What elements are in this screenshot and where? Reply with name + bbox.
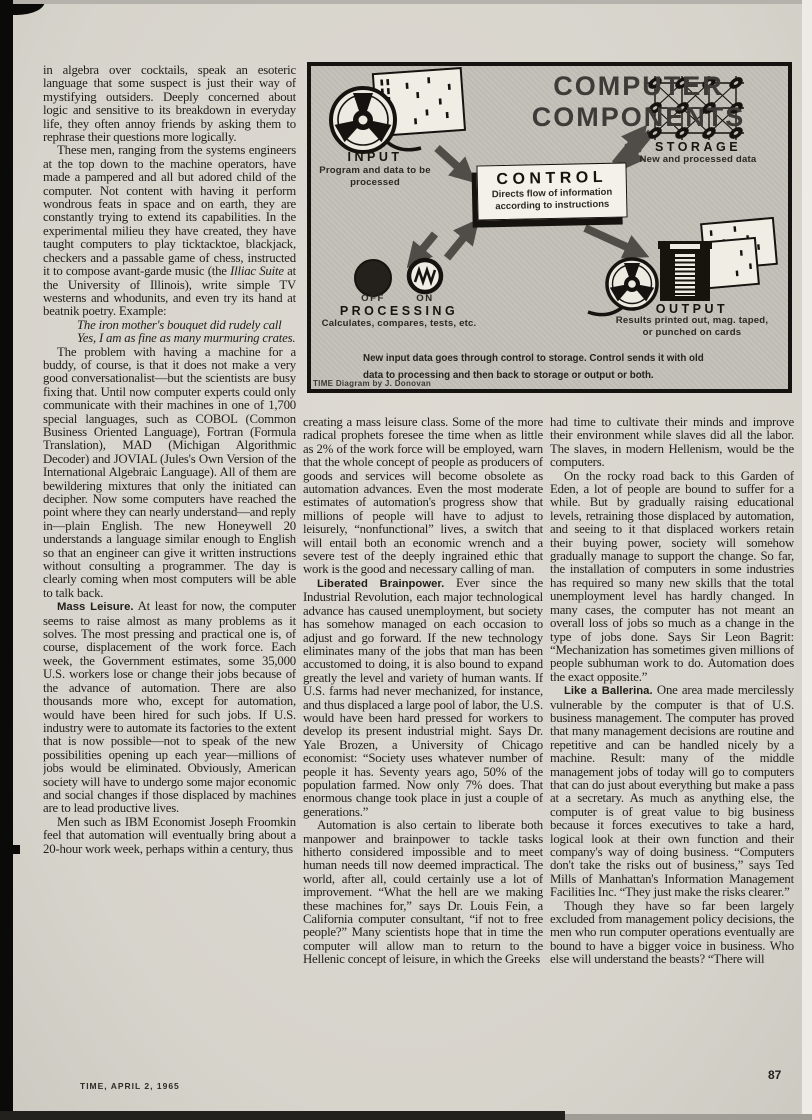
run-in-subhead: Like a Ballerina. xyxy=(564,685,653,698)
paragraph: Liberated Brainpower. Ever since the Industrial Revolution, each major technological advance has caused unemployment, but society has somehow managed on each occasion to adjust and go forward. If the new technology eliminates many of the jobs that man has been accustomed to doing, it is also bound to expand greatly the level and variety of human wants. If U.S. farms had never mechanized, for instance, and thus displaced a large pool of labor, the U.S. would have been hard pressed for workers to develop its present industrial might. Says Dr. Yale Brozen, a University of Chicago economist: “Society uses whatever number of people it has. Seventy years ago, 50% of the population farmed. Now only 7% does. That enormous change took place in just a couple of generations.” xyxy=(303,575,543,819)
storage-label: STORAGE xyxy=(654,140,742,154)
paragraph: The problem with having a machine for a buddy, of course, is that it does not make a very good conversationalist—but the scientists are busy fixing that. Until now computer experts could only communicate with their machines in one of 1,700 special languages, such as COBOL (Common Business Oriented Language), Fortran (Formula Translation), MAD (Michigan Algorithmic Decoder) and JOVIAL (Jules's Own Version of the International Algebraic Language). All of them are bewildering mixtures that only the initiated can decipher. Now some computers have reached the point where they can nearly understand—and reply in—plain English. The new Honeywell 20 understands a language similar enough to English so that an engineer can give it written instructions without consulting a programmer. The day is clearly coming when most computers will be able to talk back. xyxy=(43,344,296,600)
page-edge-bottom-right xyxy=(565,1114,812,1120)
paragraph: Though they have so far been largely excluded from management policy decisions, the men who run computer operations eventually are bound to have a bigger voice in business. Who else will understand the beasts? “There will xyxy=(550,898,794,967)
page-edge-right xyxy=(802,0,812,1120)
input-label: INPUT xyxy=(347,150,403,164)
page-number: 87 xyxy=(768,1068,782,1082)
control-box xyxy=(476,162,627,220)
page-edge-top xyxy=(13,0,812,4)
output-printer-icon xyxy=(658,241,712,301)
italic-title: Illiac Suite xyxy=(230,264,284,279)
computer-poem xyxy=(43,319,296,346)
paragraph: Automation is also certain to liberate both manpower and brainpower to tackle tasks hitherto considered impossible and to meet human needs till now deemed impractical. The world, after all, could certainly use a lot of improvement. “What the hell are we making these machines for,” says Dr. Louis Fein, a California computer consultant, “if not to free people?” Many scientists hope that in time the computer will allow man to return to the Hellenic concept of leisure, in which the Greeks xyxy=(303,818,543,967)
poem-line: Yes, I am as fine as many murmuring crates. xyxy=(77,331,296,346)
run-in-subhead: Liberated Brainpower. xyxy=(317,577,445,590)
paragraph: in algebra over cocktails, speak an esoteric language that some suspect is just their way of mystifying outsiders. Deeply concerned about logic and sensitive to its breakdown in everyday life, they often annoy friends by asking them to rephrase their questions more logically. xyxy=(43,64,296,145)
output-caption: Results printed out, mag. taped, or punched on cards xyxy=(615,315,769,338)
arrow-control-to-processing xyxy=(421,234,435,251)
magazine-footer: TIME, APRIL 2, 1965 xyxy=(80,1081,180,1091)
control-caption: according to instructions xyxy=(495,198,610,213)
article-column-1 xyxy=(43,64,296,1070)
diagram-title: COMPUTER COMPONENTS xyxy=(531,71,746,132)
off-label: OFF xyxy=(361,293,385,304)
paragraph: On the rocky road back to this Garden of Eden, a lot of people are bound to suffer for a while. But by gradually raising educational levels, retraining those displaced by automation, and seeing to it that displaced workers retain their buying power, society will somehow gradually manage to support the change. So far, the installation of computers in some industries has required so many new skills that the total unemployment level has hardly changed. In many cases, the computer has not meant an overall loss of jobs so much as a change in the type of jobs done. Says Sir Leon Bagrit: “Mechanization has sometimes given millions of people subhuman work to do. Automation does the exact opposite.” xyxy=(550,468,794,684)
article-column-3 xyxy=(550,416,794,1088)
on-switch-icon xyxy=(409,260,441,292)
processing-caption: Calculates, compares, tests, etc. xyxy=(321,318,477,329)
off-switch-icon xyxy=(355,260,391,296)
paragraph: Mass Leisure. At least for now, the computer seems to raise almost as many problems as it solves. The most pressing and practical one is, of course, displacement of the work force. Each week, the Government estimates, some 35,000 U.S. workers lose or change their jobs because of the advance of automation. There are also thousands more who, except for automation, would have been hired for such jobs. If U.S. industry were to automate its factories to the extent that is now possible—not to speak of the new possibilities opening up each year—millions of jobs would be eliminated. Obviously, American society will have to undergo some major economic and social changes if those displaced by machines are to lead productive lives. xyxy=(43,599,296,816)
processing-label: PROCESSING xyxy=(339,304,459,318)
arrow-control-to-output xyxy=(585,228,629,248)
paragraph: These men, ranging from the systems engineers at the top down to the machine operators, have made a pampered and all but adored child of the computer. Not content with having it perform wondrous feats in space and on earth, they are constantly trying to extend its capabilities. In the experimental milieu they have created, they have taught computers to play ticktacktoe, blackjack, checkers and a passable game of chess, instructed it to compose avant-garde music (the Illiac Suite at the University of Illinois), write simple TV westerns and whodunits, and even try its hand at beatnik poetry. Example: xyxy=(43,143,296,319)
on-label: ON xyxy=(416,293,434,304)
paragraph: had time to cultivate their minds and improve their environment while slaves did all the labor. The slaves, in modern Hellenism, would be the computers. xyxy=(550,416,794,470)
diagram-credit: TIME Diagram by J. Donovan xyxy=(313,379,432,388)
paragraph: creating a mass leisure class. Some of the more radical prophets foresee the time when as little as 2% of the work force will be employed, warn that the whole concept of people as producers of goods and services will become obsolete as automation advances. Even the most moderate estimates of automation's progress show that millions of people will have to adjust to leisurely, “nonfunctional” lives, a switch that will entail both an economic wrench and a severe test of the deeply ingrained ethic that work is the good and necessary calling of man. xyxy=(303,416,543,577)
page-edge-notch xyxy=(0,845,20,854)
storage-caption: New and processed data xyxy=(639,154,757,165)
arrow-processing-to-control xyxy=(447,236,465,258)
control-label: CONTROL xyxy=(496,168,608,189)
output-label: OUTPUT xyxy=(655,302,729,316)
paragraph: Men such as IBM Economist Joseph Froomkin feel that automation will eventually bring about a 20-hour work week, perhaps within a century, thus xyxy=(43,814,296,856)
poem-line: The iron mother's bouquet did rudely call xyxy=(77,317,282,332)
control-caption: Directs flow of information xyxy=(491,186,613,201)
paragraph: Like a Ballerina. One area made mercilessly vulnerable by the computer is that of U.S. business management. The computer has proved that many management decisions are routine and repetitive and can be handled nicely by a machine. Result: many of the middle management jobs of today will go to computers that can do just about everything but make a pass at a secretary. As much as anything else, the computer is of great value to big business because it forces executives to take a hard, logical look at their own function and their company's way of doing business. “Computers don't take the risks out of business,” says Ted Mills of Manhattan's Information Management Facilities Inc. “They just make the risks clearer.” xyxy=(550,683,794,900)
page-edge-left xyxy=(0,0,13,1120)
run-in-subhead: Mass Leisure. xyxy=(57,601,134,614)
computer-components-diagram xyxy=(307,62,792,393)
diagram-bottom-caption: New input data goes through control to storage. Control sends it with old data to processing and then back to storage or output or both. xyxy=(363,353,704,381)
page-edge-bottom xyxy=(0,1111,565,1120)
article-column-2 xyxy=(303,416,543,1088)
arrow-input-to-control xyxy=(437,148,459,168)
input-caption: Program and data to be processed xyxy=(319,165,431,188)
